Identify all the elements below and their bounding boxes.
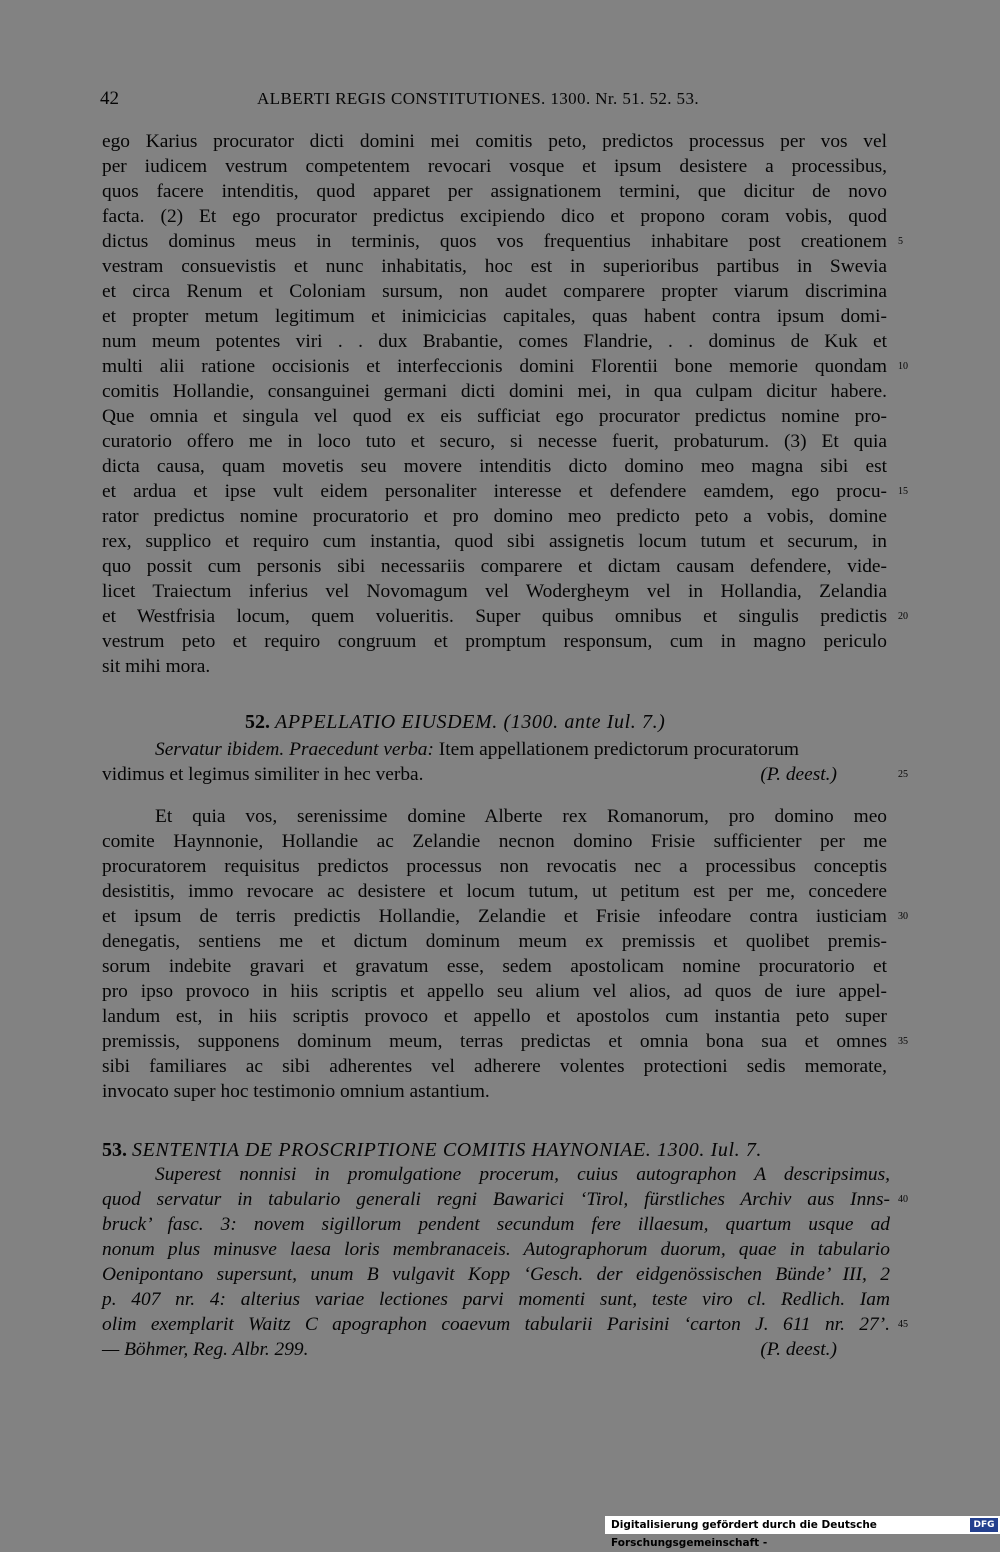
- note-line: nonum plus minusve laesa loris membranaceis. Autographorum duorum, quae in tabulario: [102, 1239, 890, 1260]
- text-line: quos facere intenditis, quod apparet per assignationem termini, que dicitur de novo: [102, 181, 887, 202]
- text-line: landum est, in hiis scriptis provoco et appello et apostolos cum instantia peto super: [102, 1006, 887, 1027]
- note-roman: vidimus et legimus similiter in hec verba.: [102, 764, 424, 785]
- section-number: 53.: [102, 1139, 127, 1161]
- text-line: ego Karius procurator dicti domini mei comitis peto, predictos processus per vos vel: [102, 131, 887, 152]
- dfg-logo: DFG: [970, 1518, 998, 1532]
- page-number: 42: [100, 88, 119, 109]
- text-line: et propter metum legitimum et inimicicias capitales, quas habent contra ipsum domi-: [102, 306, 887, 327]
- text-line: vestram consuevistis et nunc inhabitatis, hoc est in superioribus partibus in Swevia: [102, 256, 887, 277]
- section-52-heading: [245, 708, 885, 736]
- note-reference: — Böhmer, Reg. Albr. 299.: [102, 1339, 309, 1360]
- section-number: 52.: [245, 711, 270, 733]
- footer-text: Digitalisierung gefördert durch die Deutsche Forschungsgemeinschaft -: [611, 1519, 877, 1549]
- text-line: et circa Renum et Coloniam sursum, non audet comparere propter viarum discrimina: [102, 281, 887, 302]
- running-header: [100, 88, 892, 114]
- text-line: vestrum peto et requiro congruum et promptum responsum, cum in magno periculo: [102, 631, 887, 652]
- running-title: ALBERTI REGIS CONSTITUTIONES. 1300. Nr. 51. 52. 53.: [257, 89, 700, 108]
- line-number: 40: [898, 1194, 908, 1205]
- text-line: sit mihi mora.: [102, 656, 211, 677]
- text-line: rator predictus nomine procuratorio et pro domino meo predicto peto a vobis, domine: [102, 506, 887, 527]
- text-line: et ardua et ipse vult eidem personaliter interesse et defendere eamdem, ego procu-: [102, 481, 887, 502]
- text-line: dicta causa, quam movetis seu movere intenditis dicto domino meo magna sibi est: [102, 456, 887, 477]
- text-line: Que omnia et singula vel quod ex eis sufficiat ego procurator predictus nomine pro-: [102, 406, 887, 427]
- section-52-note: [155, 738, 887, 762]
- note-line: p. 407 nr. 4: alterius variae lectiones parvi momenti sunt, teste viro cl. Redlich. Iam: [102, 1289, 890, 1310]
- note-italic: Servatur ibidem. Praecedunt verba:: [155, 739, 434, 760]
- line-number: 10: [898, 361, 908, 372]
- note-line: [102, 1338, 837, 1362]
- note-source: (P. deest.): [760, 764, 837, 785]
- line-number: 20: [898, 611, 908, 622]
- text-line: invocato super hoc testimonio omnium astantium.: [102, 1081, 490, 1102]
- note-line: Superest nonnisi in promulgatione procerum, cuius autographon A descripsimus,: [155, 1164, 890, 1185]
- text-line: quo possit cum personis sibi necessariis comparere et dictam causam defendere, vide-: [102, 556, 887, 577]
- text-line: multi alii ratione occisionis et interfeccionis domini Florentii bone memorie quondam: [102, 356, 887, 377]
- note-line: bruck’ fasc. 3: novem sigillorum pendent secundum fere illaesum, quartum usque ad: [102, 1214, 890, 1235]
- line-number: 35: [898, 1036, 908, 1047]
- text-line: premissis, supponens dominum meum, terras predictas et omnia bona sua et omnes: [102, 1031, 887, 1052]
- line-number: 45: [898, 1319, 908, 1330]
- section-53-heading: [102, 1136, 892, 1164]
- text-line: per iudicem vestrum competentem revocari vosque et ipsum desistere a processibus,: [102, 156, 887, 177]
- text-line: facta. (2) Et ego procurator predictus excipiendo dico et propono coram vobis, quod: [102, 206, 887, 227]
- text-line: num meum potentes viri . . dux Brabantie, comes Flandrie, . . dominus de Kuk et: [102, 331, 887, 352]
- text-line: procuratorem requisitus predictos processus non revocatis nec a processibus conceptis: [102, 856, 887, 877]
- section-52-note-line: [102, 763, 837, 787]
- funding-footer: [605, 1516, 1000, 1549]
- text-line: et Westfrisia locum, quem volueritis. Super quibus omnibus et singulis predictis: [102, 606, 887, 627]
- text-line: comite Haynnonie, Hollandie ac Zelandie necnon domino Frisie sufficienter per me: [102, 831, 887, 852]
- section-title: APPELLATIO EIUSDEM. (1300. ante Iul. 7.): [275, 711, 666, 733]
- line-number: 30: [898, 911, 908, 922]
- text-line: desistitis, immo revocare ac desistere et locum tutum, ut petitum est per me, concedere: [102, 881, 887, 902]
- text-line: sibi familiares ac sibi adherentes vel adherere volentes protectioni sedis memorate,: [102, 1056, 887, 1077]
- text-line: curatorio offero me in loco tuto et securo, si necesse fuerit, probaturum. (3) Et quia: [102, 431, 887, 452]
- text-line: pro ipso provoco in hiis scriptis et appello seu alium vel alios, ad quos de iure appel-: [102, 981, 887, 1002]
- text-line: dictus dominus meus in terminis, quos vos frequentius inhabitare post creationem: [102, 231, 887, 252]
- note-source: (P. deest.): [760, 1339, 837, 1360]
- text-line: sorum indebite gravari et gravatum esse, sedem apostolicam nomine procuratorio et: [102, 956, 887, 977]
- line-number: 25: [898, 769, 908, 780]
- note-line: olim exemplarit Waitz C apographon coaevum tabularii Parisini ‘carton J. 611 nr. 27’.: [102, 1314, 890, 1335]
- line-number: 5: [898, 236, 903, 247]
- text-line: rex, supplico et requiro cum instantia, quod sibi assignetis locum tutum et securum, in: [102, 531, 887, 552]
- line-number: 15: [898, 486, 908, 497]
- text-line: et ipsum de terris predictis Hollandie, Zelandie et Frisie infeodare contra iusticiam: [102, 906, 887, 927]
- text-line: comitis Hollandie, consanguinei germani dicti domini mei, in qua culpam dicitur habere.: [102, 381, 887, 402]
- text-line: Et quia vos, serenissime domine Alberte rex Romanorum, pro domino meo: [155, 806, 887, 827]
- text-line: licet Traiectum inferius vel Novomagum vel Wodergheym vel in Hollandia, Zelandia: [102, 581, 887, 602]
- note-line: Oenipontano supersunt, unum B vulgavit Kopp ‘Gesch. der eidgenössischen Bünde’ III, 2: [102, 1264, 890, 1285]
- text-line: denegatis, sentiens me et dictum dominum meum ex premissis et quolibet premis-: [102, 931, 887, 952]
- note-line: quod servatur in tabulario generali regni Bawarici ‘Tirol, fürstliches Archiv aus Inns-: [102, 1189, 890, 1210]
- note-roman: Item appellationem predictorum procuratorum: [433, 739, 799, 760]
- section-title: SENTENTIA DE PROSCRIPTIONE COMITIS HAYNONIAE. 1300. Iul. 7.: [132, 1139, 763, 1161]
